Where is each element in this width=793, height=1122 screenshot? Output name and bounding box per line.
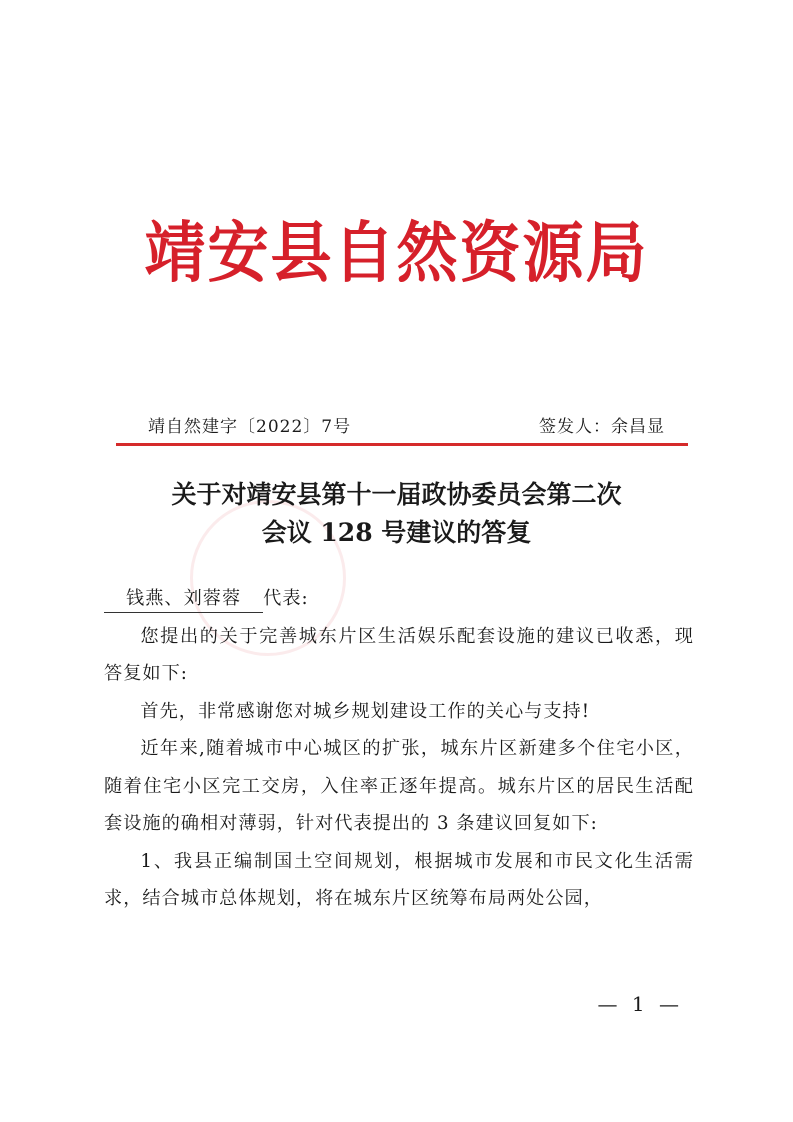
document-title bbox=[0, 476, 793, 552]
issuer-block bbox=[539, 412, 665, 437]
issuing-organization-header: 靖安县自然资源局 bbox=[144, 215, 649, 292]
header-divider-line bbox=[116, 443, 688, 446]
document-title-line-2: 会议 128 号建议的答复 bbox=[261, 518, 532, 547]
body-paragraph-1: 您提出的关于完善城东片区生活娱乐配套设施的建议已收悉，现答复如下: bbox=[104, 625, 694, 684]
addressee-names: 钱燕、刘蓉蓉 bbox=[104, 586, 263, 613]
document-title-line-1: 关于对靖安县第十一届政协委员会第二次 bbox=[171, 480, 622, 509]
issuer-name: 余昌显 bbox=[611, 417, 665, 437]
document-body bbox=[104, 580, 694, 918]
body-paragraph-3: 近年来,随着城市中心城区的扩张，城东片区新建多个住宅小区，随着住宅小区完工交房，入住率正逐年提高。城东片区的居民生活配套设施的确相对薄弱，针对代表提出的 3 条建议回复如下: bbox=[104, 738, 694, 834]
document-number: 靖自然建字〔2022〕7号 bbox=[148, 417, 352, 437]
body-paragraph-2: 首先，非常感谢您对城乡规划建设工作的关心与支持! bbox=[140, 700, 591, 722]
body-paragraph-4: 1、我县正编制国土空间规划，根据城市发展和市民文化生活需求，结合城市总体规划，将在城东片区统筹布局两处公园， bbox=[104, 850, 694, 909]
page-number: — 1 — bbox=[597, 992, 683, 1016]
salutation bbox=[104, 580, 694, 618]
issuer-label: 签发人： bbox=[539, 417, 611, 437]
addressee-suffix: 代表: bbox=[263, 588, 309, 609]
